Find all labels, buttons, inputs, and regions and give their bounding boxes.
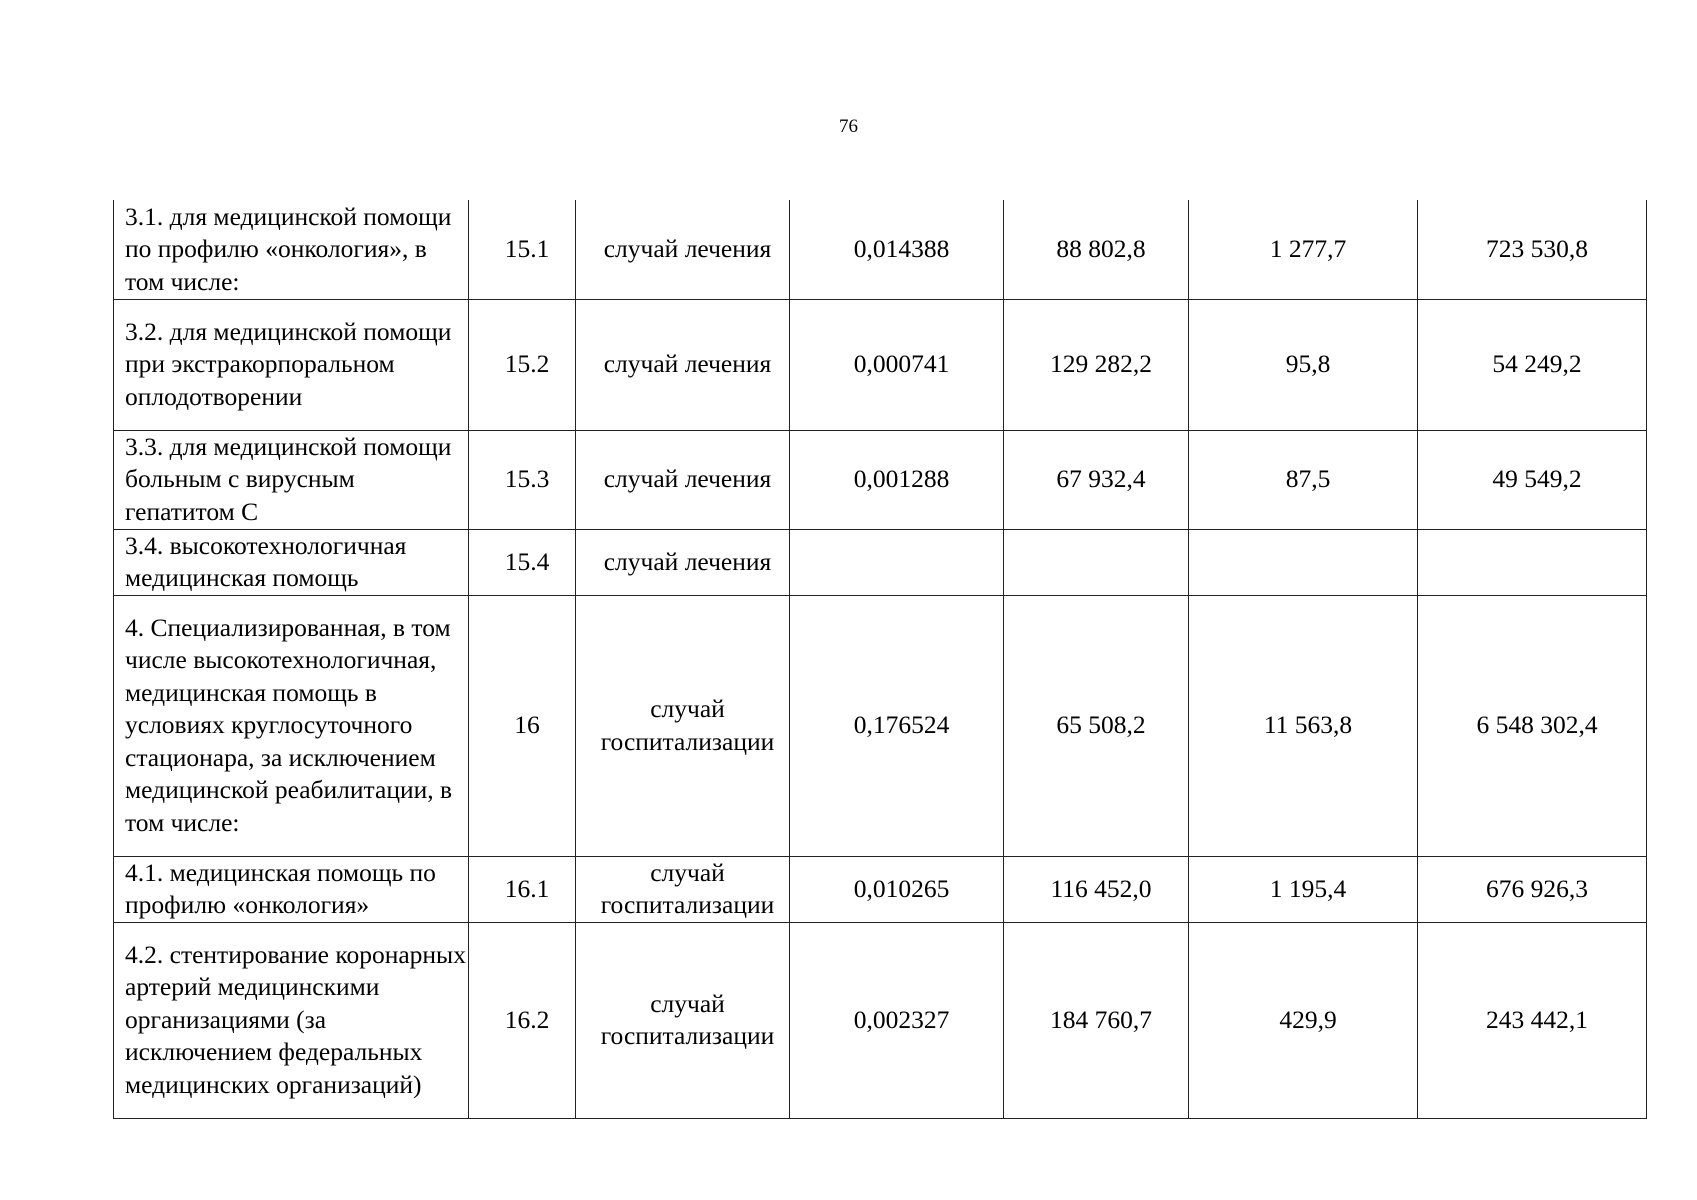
cell-row-number: 15.4 [469, 529, 576, 595]
cell-name: 4.2. стентирование коронарных артерий медицинскими организациями (за исключением федеральных медицинских организаций) [114, 922, 469, 1118]
cell-cost: 65 508,2 [1004, 595, 1189, 856]
cell-cost: 184 760,7 [1004, 922, 1189, 1118]
cell-total: 54 249,2 [1418, 299, 1647, 430]
cell-row-number: 16.1 [469, 856, 576, 922]
table-row [114, 430, 1647, 529]
cell-cost: 129 282,2 [1004, 299, 1189, 430]
cell-unit: случай госпитализации [576, 922, 790, 1118]
cell-norm: 0,176524 [790, 595, 1004, 856]
cell-norm: 0,000741 [790, 299, 1004, 430]
cell-per-capita: 1 195,4 [1189, 856, 1418, 922]
cell-name: 3.1. для медицинской помощи по профилю «онкология», в том числе: [114, 200, 469, 299]
cell-norm: 0,001288 [790, 430, 1004, 529]
cell-total: 6 548 302,4 [1418, 595, 1647, 856]
data-table [113, 200, 1647, 1119]
cell-unit: случай госпитализации [576, 595, 790, 856]
cell-norm: 0,010265 [790, 856, 1004, 922]
cell-unit: случай лечения [576, 200, 790, 299]
cell-cost [1004, 529, 1189, 595]
cell-row-number: 15.2 [469, 299, 576, 430]
cell-row-number: 16 [469, 595, 576, 856]
cell-name: 4. Специализированная, в том числе высокотехнологичная, медицинская помощь в условиях круглосуточного стационара, за исключением медицинской реабилитации, в том числе: [114, 595, 469, 856]
cell-norm: 0,014388 [790, 200, 1004, 299]
cell-cost: 88 802,8 [1004, 200, 1189, 299]
cell-per-capita: 429,9 [1189, 922, 1418, 1118]
cell-total: 49 549,2 [1418, 430, 1647, 529]
table-row [114, 595, 1647, 856]
cell-row-number: 15.3 [469, 430, 576, 529]
cell-unit: случай лечения [576, 299, 790, 430]
cell-name: 3.2. для медицинской помощи при экстракорпоральном оплодотворении [114, 299, 469, 430]
cell-unit: случай госпитализации [576, 856, 790, 922]
cell-per-capita: 95,8 [1189, 299, 1418, 430]
table-row [114, 200, 1647, 299]
cell-norm [790, 529, 1004, 595]
cell-unit: случай лечения [576, 430, 790, 529]
cell-cost: 116 452,0 [1004, 856, 1189, 922]
cell-name: 4.1. медицинская помощь по профилю «онкология» [114, 856, 469, 922]
cell-name: 3.4. высокотехнологичная медицинская помощь [114, 529, 469, 595]
table-row [114, 922, 1647, 1118]
cell-cost: 67 932,4 [1004, 430, 1189, 529]
page-number: 76 [839, 116, 858, 137]
table-row [114, 856, 1647, 922]
table-row [114, 529, 1647, 595]
table-row [114, 299, 1647, 430]
cell-norm: 0,002327 [790, 922, 1004, 1118]
cell-name: 3.3. для медицинской помощи больным с вирусным гепатитом С [114, 430, 469, 529]
cell-total: 723 530,8 [1418, 200, 1647, 299]
cell-total [1418, 529, 1647, 595]
cell-per-capita [1189, 529, 1418, 595]
cell-per-capita: 1 277,7 [1189, 200, 1418, 299]
cell-row-number: 16.2 [469, 922, 576, 1118]
cell-per-capita: 87,5 [1189, 430, 1418, 529]
cell-unit: случай лечения [576, 529, 790, 595]
cell-total: 676 926,3 [1418, 856, 1647, 922]
cell-per-capita: 11 563,8 [1189, 595, 1418, 856]
cell-row-number: 15.1 [469, 200, 576, 299]
cell-total: 243 442,1 [1418, 922, 1647, 1118]
